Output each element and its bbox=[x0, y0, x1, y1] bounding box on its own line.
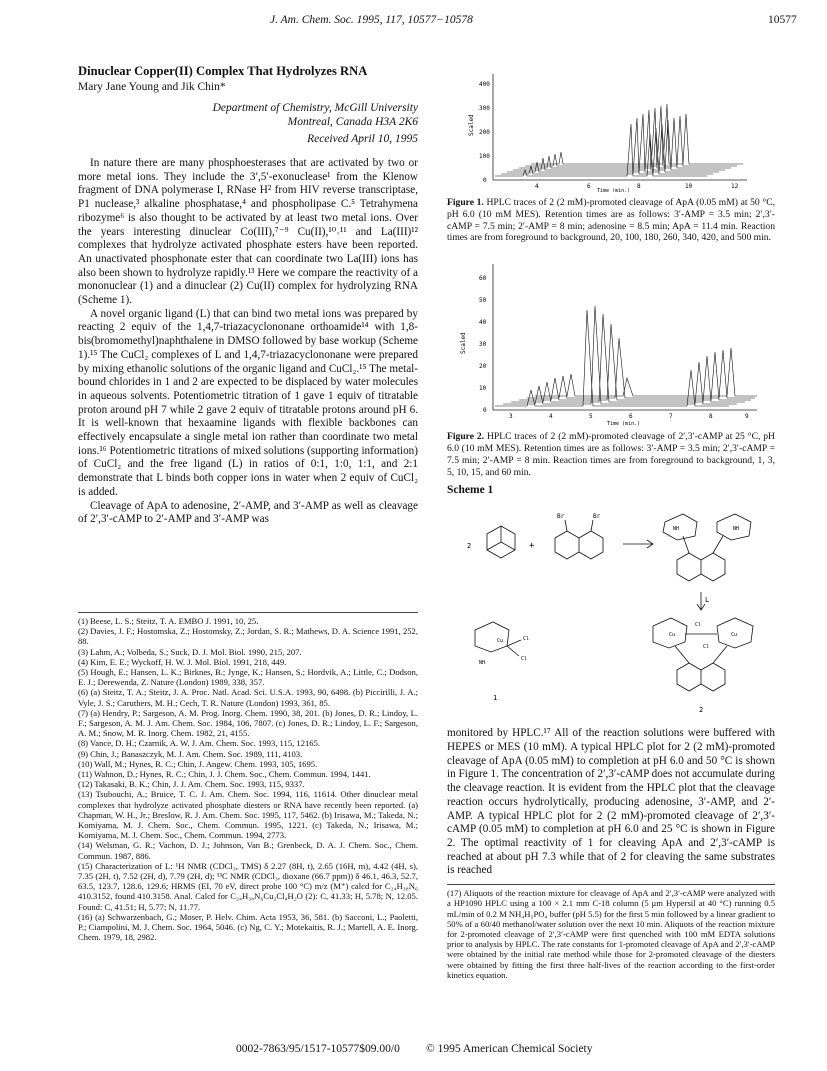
scheme-label-2: 2 bbox=[467, 542, 472, 551]
figure-1-hplc-plot bbox=[447, 64, 775, 192]
scheme-label-1: 1 bbox=[493, 694, 498, 703]
trace bbox=[501, 118, 713, 174]
figure-2-ylabel: Scaled bbox=[460, 332, 467, 355]
trace bbox=[531, 104, 743, 164]
footnote-17: (17) Aliquots of the reaction mixture for cleavage of ApA and 2′,3′-cAMP were analyzed with a HP1090 HPLC using a 100 × 2.1 mm C-18 column (5 μm Hypersil at 40 °C) running 0.5 mL/min of 0.2 M NH₄H₂PO₄ buffer (pH 5.5) for the first 5 min followed by a linear gradient to 50% of a 60/40 methanol/water solution over the next 10 min. Aliquots of the reaction mixture for 2-promoted cleavage of 2′,3′-cAMP were first quenched with 100 mM EDTA solutions prior to analysis by HPLC. The rate constants for 1-promoted cleavage of ApA and 2′,3′-cAMP were obtained by the initial rate method while those for 2-promoted cleavage of the diesters were obtained by fitting the first three half-lives of the reaction according to the first-order kinetics equation. bbox=[447, 884, 775, 980]
y-tick-label: 300 bbox=[479, 105, 490, 112]
figure-2-caption-text: HPLC traces of 2 (2 mM)-promoted cleavage of 2′,3′-cAMP at 25 °C, pH 6.0 (10 mM MES). Retention times are as follows: 3′-AMP = 3.5 min; 2′,3′-cAMP = 7.5 min; 2′-AMP = 8 min. Reaction times are from foreground to background, 1, 3, 5, 10, 15, and 60 min. bbox=[447, 431, 775, 478]
affiliation bbox=[78, 101, 418, 129]
scheme-1-diagram bbox=[447, 500, 775, 718]
scheme-cl-2a: Cl bbox=[695, 622, 702, 629]
reference-item: (6) (a) Steitz, T. A.; Steitz, J. A. Proc. Natl. Acad. Sci. U.S.A. 1993, 90, 6498. (b) Piccirilli, J. A.; Vyle, J. S.; Caruthers, M. H.; Cech, T. R. Nature (London) 1993, 361, 85. bbox=[78, 687, 418, 708]
x-tick-label: 12 bbox=[731, 183, 739, 190]
x-tick-label: 3 bbox=[509, 413, 513, 421]
figure-1-ylabel: Scaled bbox=[468, 114, 475, 136]
footer-issn: 0002-7863/95/1517-10577$09.00/0 bbox=[236, 1043, 400, 1055]
figure-2-hplc-plot bbox=[447, 258, 775, 426]
figure-1-caption-text: HPLC traces of 2 (2 mM)-promoted cleavage of ApA (0.05 mM) at 50 °C, pH 6.0 (10 mM MES). Retention times are as follows: 3′-AMP = 3.5 min; 2′,3′-cAMP = 7.5 min; 2′-AMP = 8 min; adenosine = 8.5 min; ApA = 11.4 min. Reaction times are from foreground to background, 20, 100, 180, 260, 340, 420, and 500 min. bbox=[447, 197, 775, 244]
scheme-cu-1: Cu bbox=[497, 638, 504, 645]
x-tick-label: 6 bbox=[587, 183, 591, 190]
figure-2 bbox=[447, 258, 775, 478]
x-tick-label: 10 bbox=[685, 183, 693, 190]
x-tick-label: 5 bbox=[589, 413, 593, 421]
y-tick-label: 200 bbox=[479, 129, 490, 136]
body-paragraph-1: In nature there are many phosphoesterases that are activated by two or more metal ions. They include the 3′,5′-exonuclease¹ from the Klenow fragment of DNA polymerase I, RNase H² from HIV reverse transcriptase, P1 nuclease,³ alkaline phosphatase,⁴ and phospholipase C.⁵ Tetrahymena ribozyme⁶ is also thought to be activated by at least two metal ions. Over the years interesting dinuclear Co(III),⁷⁻⁹ Cu(II),¹⁰˒¹¹ and La(III)¹² complexes that hydrolyze activated phosphate esters have been reported. An unactivated phosphonate ester that can coordinate two La(III) ions has also been shown to hydrolyze rapidly.¹³ Here we compare the reactivity of a mononuclear (1) and a dinuclear (2) Cu(II) complex for hydrolyzing RNA (Scheme 1). bbox=[78, 157, 418, 307]
reference-item: (4) Kim, E. E.; Wyckoff, H. W. J. Mol. Biol. 1991, 218, 449. bbox=[78, 656, 287, 667]
reference-item: (10) Wall, M.; Hynes, R. C.; Chin, J. Angew. Chem. 1993, 105, 1695. bbox=[78, 758, 318, 769]
y-tick-label: 20 bbox=[479, 363, 487, 371]
y-tick-label: 30 bbox=[479, 341, 487, 349]
reference-item: (13) Tsubouchi, A.; Bruice, T. C. J. Am. Chem. Soc. 1994, 116, 11614. Other dinuclear metal complexes that hydrolyze activated phosphate diesters or RNA have recently been reported. (a) Chapman, W. H., Jr.; Breslow, R. J. Am. Chem. Soc. 1995, 117, 5462. (b) Irisawa, M.; Takeda, N.; Komiyama, M. J. Chem. Soc., Chem. Commun. 1995, 1221. (c) Takeda, N.; Irisawa, M.; Komiyama, M. J. Chem. Soc., Chem. Commun. 1994, 2773. bbox=[78, 789, 418, 841]
figure-2-traces bbox=[495, 306, 757, 406]
scheme-cu-2b: Cu bbox=[731, 632, 738, 639]
figure-2-xlabel: Time (min.) bbox=[607, 421, 641, 427]
trace bbox=[511, 314, 745, 402]
left-column bbox=[78, 64, 418, 527]
trace bbox=[527, 338, 755, 398]
reference-item: (7) (a) Hendry, P.; Sargeson, A. M. Prog. Inorg. Chem. 1990, 38, 201. (b) Jones, D. R.; Lindoy, L. F.; Sargeson, A. M. J. Am. Chem. Soc. 1984, 106, 7807. (c) Jones, D. R.; Lindoy, L. F.; Sargeson, A. M.; Snow, M. R. Inorg. Chem. 1982, 21, 4155. bbox=[78, 707, 418, 739]
page-number: 10577 bbox=[768, 14, 797, 26]
reference-item: (2) Davies, J. F.; Hostomska, Z.; Hostomsky, Z.; Jordan, S. R.; Mathews, D. A. Science 1991, 252, 88. bbox=[78, 626, 418, 647]
references-list bbox=[78, 612, 418, 943]
scheme-cl-1a: Cl bbox=[523, 636, 530, 643]
y-tick-label: 0 bbox=[483, 177, 487, 184]
y-tick-label: 0 bbox=[483, 407, 487, 415]
reference-item: (11) Wahnon, D.; Hynes, R. C.; Chin, J. J. Chem. Soc., Chem. Commun. 1994, 1441. bbox=[78, 769, 371, 780]
right-column bbox=[447, 64, 775, 980]
figure-2-xticks bbox=[509, 413, 749, 420]
y-tick-label: 50 bbox=[479, 297, 487, 305]
reference-item: (9) Chin, J.; Banaszczyk, M. J. Am. Chem. Soc. 1989, 111, 4103. bbox=[78, 748, 303, 759]
trace bbox=[503, 306, 737, 404]
figure-1-xticks bbox=[535, 183, 739, 190]
reference-item: (3) Lahm, A.; Volbeda, S.; Suck, D. J. Mol. Biol. 1990, 215, 207. bbox=[78, 646, 302, 657]
scheme-cl-2b: Cl bbox=[703, 644, 710, 651]
figure-2-yticks bbox=[479, 275, 487, 414]
y-tick-label: 60 bbox=[479, 275, 487, 283]
y-tick-label: 400 bbox=[479, 81, 490, 88]
body-paragraph-3: Cleavage of ApA to adenosine, 2′-AMP, and 3′-AMP as well as cleavage of 2′,3′-cAMP to 2′-AMP and 3′-AMP was bbox=[78, 499, 418, 526]
affiliation-line-1: Department of Chemistry, McGill University bbox=[212, 102, 418, 114]
scheme-nh-3: NH bbox=[479, 660, 486, 667]
x-tick-label: 9 bbox=[745, 413, 749, 421]
y-tick-label: 100 bbox=[479, 153, 490, 160]
trace bbox=[495, 310, 729, 406]
reference-item: (15) Characterization of L: ¹H NMR (CDCl₃, TMS) δ 2.27 (8H, t), 2.65 (16H, m), 4.42 (4H, s), 7.35 (2H, t), 7.52 (2H, d), 7.79 (2H, d); ¹³C NMR (CDCl₃, dioxane (66.7 ppm)) δ 46.1, 46.3, 52.7, 63.5, 123.7, 128.6, 129.6; HRMS (EI, 70 eV, direct probe 100 °C) m/z (M⁺) calcd for C₂₄H₃₈N₆ 410.3152, found 410.3158. Anal. Calcd for C₂₄H₃₈N₆Cu₂Cl₄H₂O (2): C, 41.33; H, 5.78; N, 12.05. Found: C, 41.51; H, 5.77; N, 11.77. bbox=[78, 860, 418, 912]
x-tick-label: 4 bbox=[549, 413, 553, 421]
y-tick-label: 40 bbox=[479, 319, 487, 327]
reference-item: (5) Hough, E.; Hansen, L. K.; Birknes, B.; Jynge, K.; Hansen, S.; Hordvik, A.; Little, C.; Dodson, E. J.; Derewenda, Z. Nature (London) 1989, 338, 357. bbox=[78, 667, 418, 688]
x-tick-label: 8 bbox=[709, 413, 713, 421]
trace bbox=[519, 108, 731, 168]
reference-item: (12) Takasaki, B. K.; Chin, J. J. Am. Chem. Soc. 1993, 115, 9337. bbox=[78, 779, 305, 790]
scheme-nh-2: NH bbox=[733, 526, 740, 533]
received-date: Received April 10, 1995 bbox=[307, 133, 418, 145]
scheme-1-title: Scheme 1 bbox=[447, 484, 494, 497]
figure-1-xlabel: Time (min.) bbox=[597, 188, 631, 192]
trace bbox=[525, 106, 737, 166]
footer-copyright: © 1995 American Chemical Society bbox=[426, 1043, 593, 1055]
figure-1-yticks bbox=[479, 81, 490, 184]
figure-1-traces bbox=[495, 104, 743, 176]
body-paragraph-2: A novel organic ligand (L) that can bind two metal ions was prepared by reacting 2 equiv of the 1,4,7-triazacyclononane orthoamide¹⁴ with 1,8-bis(bromomethyl)naphthalene in DMSO followed by base workup (Scheme 1).¹⁵ The CuCl₂ complexes of L and 1,4,7-triazacyclononane were prepared by mixing ethanolic solutions of the organic ligand and CuCl₂.¹⁵ The metal-bound chlorides in 1 and 2 are expected to be displaced by water molecules in aqueous solvents. Potentiometric titration of 1 gave 1 equiv of titratable proton around pH 7 while 2 gave 2 equiv of titratable protons around pH 6. It is well-known that hexaamine ligands with flexible backbones can effectively encapsulate a single metal ion rather than coordinate two metal ions.¹⁶ Potentiometric titrations of mixed solutions (supporting information) of CuCl₂ and the free ligand (L) in ratios of 0:1, 1:0, 1:1, and 2:1 demonstrate that L binds both copper ions in water when 2 equiv of CuCl₂ is added. bbox=[78, 307, 418, 498]
scheme-nh-1: NH bbox=[673, 526, 680, 533]
trace bbox=[519, 324, 751, 400]
reference-item: (14) Welsman, G. R.; Vachon, D. J.; Johnson, Van B.; Grenbeck, D. A. J. Chem. Soc., Chem. Commun. 1987, 886. bbox=[78, 840, 418, 861]
body-paragraph-4: monitored by HPLC.¹⁷ All of the reaction solutions were buffered with HEPES or MES (10 mM). A typical HPLC plot for 2 (2 mM)-promoted cleavage of ApA (0.05 mM) to completion at pH 6.0 and 50 °C is shown in Figure 1. The concentration of 2′,3′-cAMP does not accumulate during the cleavage reaction. It is evident from the HPLC plot that the cleavage reaction occurs hydrolytically, producing adenosine, 3′-AMP, and 2′-AMP. A typical HPLC plot for 2 (2 mM)-promoted cleavage of 2′,3′-cAMP (0.05 mM) to completion at pH 6.0 and 25 °C is shown in Figure 2. The optimal reactivity of 1 for cleaving ApA and 2′,3′-cAMP is reached at about pH 7.3 while that of 2 for cleaving the same substrates is reached bbox=[447, 727, 776, 877]
figure-2-caption-label: Figure 2. bbox=[447, 431, 485, 443]
scheme-cu-2a: Cu bbox=[669, 632, 676, 639]
scheme-br-right: Br bbox=[593, 513, 601, 521]
reference-item: (16) (a) Schwarzenbach, G.; Moser, P. Helv. Chim. Acta 1953, 36, 581. (b) Sacconi, L.; Paoletti, P.; Ciampolini, M. J. Chem. Soc. 1964, 5046. (c) Ng, C. Y.; Motekaitis, R. J.; Martell, A. E. Inorg. Chem. 1979, 18, 2982. bbox=[78, 911, 418, 943]
scheme-plus: + bbox=[529, 541, 535, 552]
scheme-label-2-complex: 2 bbox=[699, 706, 704, 715]
trace bbox=[513, 110, 725, 170]
journal-citation: J. Am. Chem. Soc. 1995, 117, 10577−10578 bbox=[270, 14, 473, 26]
x-tick-label: 8 bbox=[637, 183, 641, 190]
scheme-cl-1b: Cl bbox=[521, 656, 528, 663]
y-tick-label: 10 bbox=[479, 385, 487, 393]
affiliation-line-2: Montreal, Canada H3A 2K6 bbox=[287, 116, 418, 128]
figure-1-caption bbox=[447, 197, 775, 244]
figure-1-caption-label: Figure 1. bbox=[447, 197, 484, 208]
reference-item: (8) Vance, D. H.; Czarnik, A. W. J. Am. Chem. Soc. 1993, 115, 12165. bbox=[78, 738, 321, 749]
scheme-label-L: L bbox=[705, 596, 710, 605]
article-authors: Mary Jane Young and Jik Chin* bbox=[78, 81, 226, 93]
article-title: Dinuclear Copper(II) Complex That Hydrolyzes RNA bbox=[78, 64, 368, 78]
x-tick-label: 6 bbox=[629, 413, 633, 421]
reference-item: (1) Beese, L. S.; Steitz, T. A. EMBO J. 1991, 10, 25. bbox=[78, 616, 259, 626]
x-tick-label: 7 bbox=[669, 413, 673, 421]
scheme-br-left: Br bbox=[557, 513, 565, 521]
figure-1 bbox=[447, 64, 775, 244]
x-tick-label: 4 bbox=[535, 183, 539, 190]
trace bbox=[507, 114, 719, 172]
figure-2-caption bbox=[447, 431, 775, 478]
